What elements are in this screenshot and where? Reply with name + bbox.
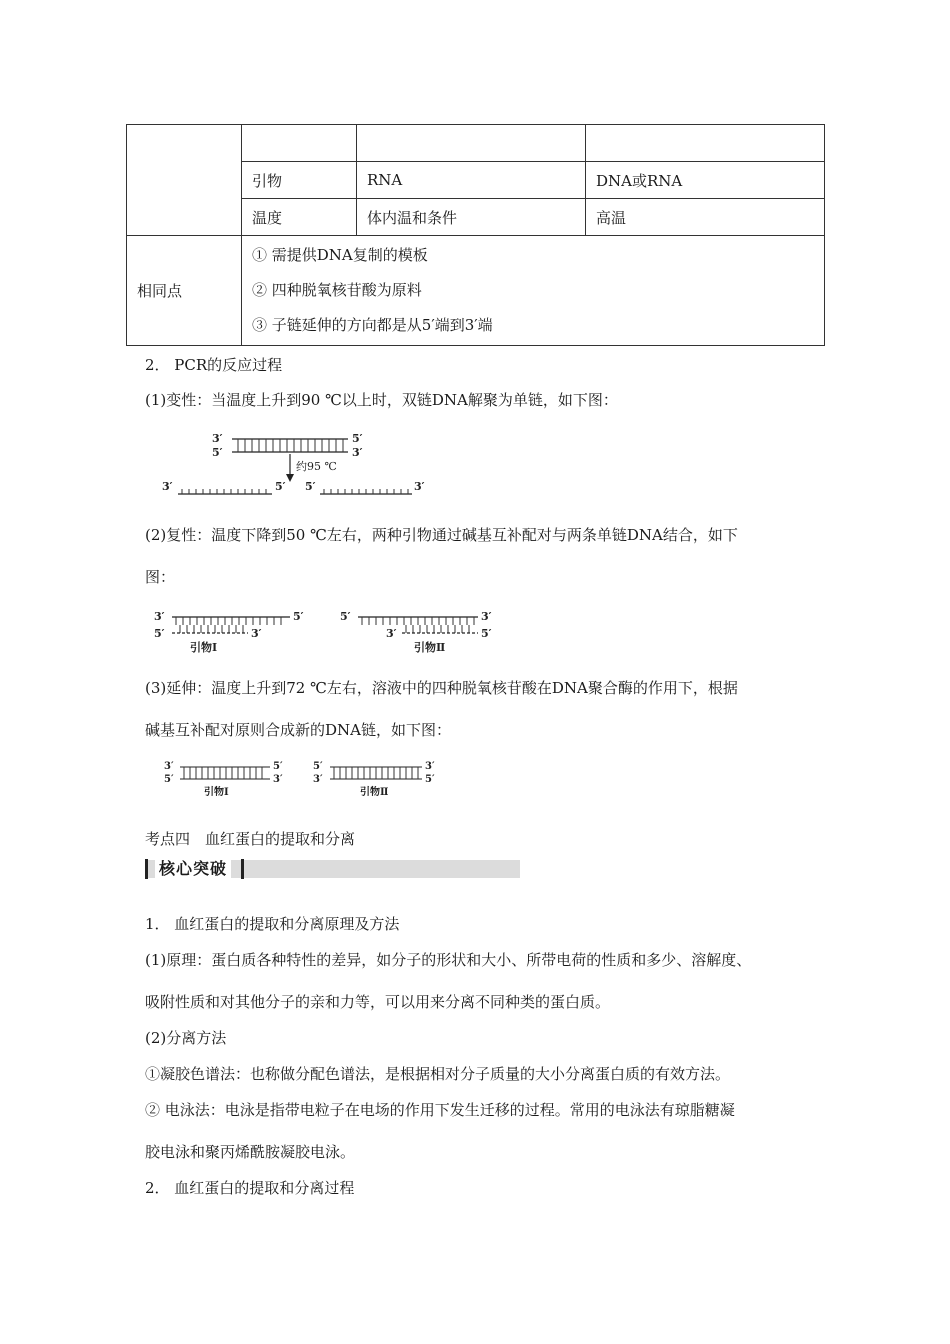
extend-paragraph: (3)延伸：温度上升到72 ℃左右，溶液中的四种脱氧核苷酸在DNA聚合酶的作用下，根据	[145, 679, 738, 697]
label-3prime: 3′	[273, 774, 283, 785]
paragraph: ② 电泳法：电泳是指带电粒子在电场的作用下发生迁移的过程。常用的电泳法有琼脂糖凝	[145, 1101, 735, 1119]
same-label-cell: 相同点	[127, 236, 242, 346]
same-item: ② 四种脱氧核苷酸为原料	[252, 281, 422, 299]
label-3prime: 3′	[313, 774, 323, 785]
label-3prime: 3′	[425, 761, 435, 772]
label-5prime: 5′	[212, 446, 223, 459]
table-cell	[242, 125, 357, 162]
pcr-heading: 2． PCR的反应过程	[145, 356, 283, 374]
section-title: 考点四 血红蛋白的提取和分离	[145, 830, 356, 848]
label-3prime: 3′	[352, 446, 363, 459]
label-5prime: 5′	[340, 610, 351, 623]
label-5prime: 5′	[164, 774, 174, 785]
paragraph: 2． 血红蛋白的提取和分离过程	[145, 1179, 355, 1197]
paragraph: ①凝胶色谱法：也称做分配色谱法，是根据相对分子质量的大小分离蛋白质的有效方法。	[145, 1065, 731, 1083]
label-3prime: 3′	[386, 627, 397, 640]
paragraph: (2)分离方法	[145, 1029, 227, 1047]
same-item: ③ 子链延伸的方向都是从5′端到3′端	[252, 316, 493, 334]
label-3prime: 3′	[154, 610, 165, 623]
label-3prime: 3′	[212, 432, 223, 445]
table-row	[127, 125, 825, 162]
table-cell	[586, 125, 825, 162]
paragraph: 吸附性质和对其他分子的亲和力等，可以用来分离不同种类的蛋白质。	[145, 993, 611, 1011]
label-5prime: 5′	[275, 480, 286, 493]
primer2-label: 引物Ⅱ	[414, 641, 446, 654]
primer2-label: 引物Ⅱ	[360, 787, 389, 798]
anneal-paragraph-cont: 图：	[145, 568, 176, 586]
denature-paragraph: (1)变性：当温度上升到90 ℃以上时，双链DNA解聚为单链，如下图：	[145, 391, 618, 409]
label-5prime: 5′	[313, 761, 323, 772]
primer1-label: 引物Ⅰ	[190, 641, 218, 654]
paragraph: 1． 血红蛋白的提取和分离原理及方法	[145, 915, 400, 933]
table-cell: 引物	[242, 162, 357, 199]
table-cell: 体内温和条件	[357, 199, 586, 236]
label-3prime: 3′	[162, 480, 173, 493]
denature-figure	[160, 428, 430, 500]
section-banner	[145, 857, 520, 881]
paragraph: (1)原理：蛋白质各种特性的差异，如分子的形状和大小、所带电荷的性质和多少、溶解度、	[145, 951, 752, 969]
extend-paragraph-cont: 碱基互补配对原则合成新的DNA链，如下图：	[145, 721, 451, 739]
banner-mark-left	[145, 859, 148, 879]
same-items-cell	[242, 236, 825, 346]
label-3prime: 3′	[481, 610, 492, 623]
label-5prime: 5′	[305, 480, 316, 493]
primer1-label: 引物Ⅰ	[204, 787, 229, 798]
table-row	[127, 236, 825, 346]
extend-figure	[160, 757, 450, 799]
label-5prime: 5′	[352, 432, 363, 445]
anneal-paragraph: (2)复性：温度下降到50 ℃左右，两种引物通过碱基互补配对与两条单链DNA结合，如下	[145, 526, 738, 544]
banner-mark-right	[241, 859, 244, 879]
table-cell: 温度	[242, 199, 357, 236]
comparison-table	[126, 124, 825, 346]
label-5prime: 5′	[273, 761, 283, 772]
same-item: ① 需提供DNA复制的模板	[252, 246, 428, 264]
table-cell: RNA	[357, 162, 586, 199]
banner-label: 核心突破	[155, 857, 231, 881]
table-cell	[357, 125, 586, 162]
label-5prime: 5′	[154, 627, 165, 640]
table-cell: 高温	[586, 199, 825, 236]
temp-label: 约95 ℃	[296, 460, 337, 473]
label-3prime: 3′	[164, 761, 174, 772]
label-3prime: 3′	[414, 480, 425, 493]
label-5prime: 5′	[293, 610, 304, 623]
table-cell	[127, 125, 242, 236]
table-cell: DNA或RNA	[586, 162, 825, 199]
label-5prime: 5′	[425, 774, 435, 785]
anneal-figure	[150, 605, 500, 655]
label-3prime: 3′	[251, 627, 262, 640]
paragraph: 胶电泳和聚丙烯酰胺凝胶电泳。	[145, 1143, 356, 1161]
label-5prime: 5′	[481, 627, 492, 640]
